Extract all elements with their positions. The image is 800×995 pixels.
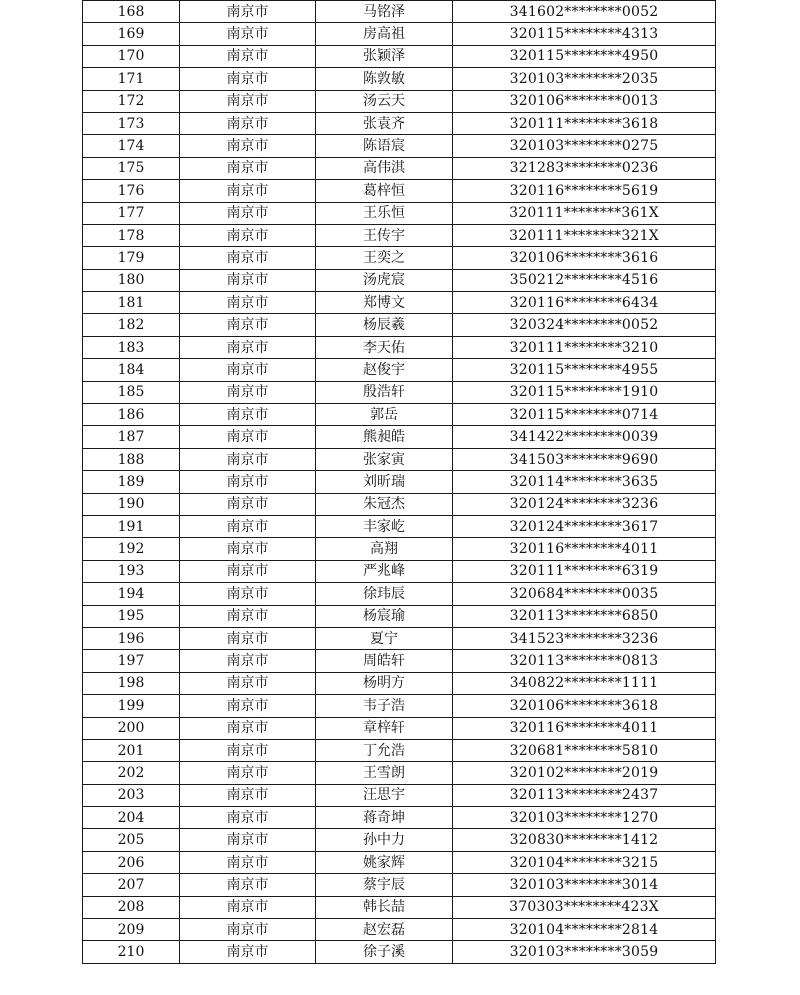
city-cell: 南京市 bbox=[180, 448, 316, 470]
id-number-cell: 320114********3635 bbox=[453, 471, 716, 493]
table-row bbox=[83, 359, 716, 381]
id-number-cell: 320103********0275 bbox=[453, 135, 716, 157]
id-number-cell: 341503********9690 bbox=[453, 448, 716, 470]
name-cell: 韩长喆 bbox=[316, 896, 453, 918]
table-row bbox=[83, 426, 716, 448]
id-number-cell: 341523********3236 bbox=[453, 627, 716, 649]
table-row bbox=[83, 224, 716, 246]
name-cell: 夏宁 bbox=[316, 627, 453, 649]
id-number-cell: 320113********2437 bbox=[453, 784, 716, 806]
table-row bbox=[83, 292, 716, 314]
table-row bbox=[83, 404, 716, 426]
id-number-cell: 320103********3059 bbox=[453, 941, 716, 963]
name-cell: 严兆峰 bbox=[316, 560, 453, 582]
city-cell: 南京市 bbox=[180, 717, 316, 739]
table-row bbox=[83, 851, 716, 873]
row-number-cell: 170 bbox=[83, 45, 180, 67]
name-cell: 杨明方 bbox=[316, 672, 453, 694]
row-number-cell: 193 bbox=[83, 560, 180, 582]
name-cell: 汪思宇 bbox=[316, 784, 453, 806]
name-cell: 高翔 bbox=[316, 538, 453, 560]
id-number-cell: 320113********6850 bbox=[453, 605, 716, 627]
city-cell: 南京市 bbox=[180, 224, 316, 246]
row-number-cell: 181 bbox=[83, 292, 180, 314]
city-cell: 南京市 bbox=[180, 45, 316, 67]
table-row bbox=[83, 829, 716, 851]
name-cell: 陈敦敏 bbox=[316, 68, 453, 90]
row-number-cell: 198 bbox=[83, 672, 180, 694]
table-row bbox=[83, 695, 716, 717]
row-number-cell: 176 bbox=[83, 180, 180, 202]
table-row bbox=[83, 45, 716, 67]
city-cell: 南京市 bbox=[180, 739, 316, 761]
table-row bbox=[83, 627, 716, 649]
roster-table bbox=[82, 0, 716, 964]
city-cell: 南京市 bbox=[180, 292, 316, 314]
row-number-cell: 202 bbox=[83, 762, 180, 784]
name-cell: 赵俊宇 bbox=[316, 359, 453, 381]
row-number-cell: 171 bbox=[83, 68, 180, 90]
name-cell: 韦子浩 bbox=[316, 695, 453, 717]
id-number-cell: 320111********3210 bbox=[453, 336, 716, 358]
id-number-cell: 320124********3617 bbox=[453, 515, 716, 537]
table-row bbox=[83, 605, 716, 627]
city-cell: 南京市 bbox=[180, 807, 316, 829]
row-number-cell: 195 bbox=[83, 605, 180, 627]
name-cell: 赵宏磊 bbox=[316, 919, 453, 941]
table-row bbox=[83, 493, 716, 515]
name-cell: 蔡宇辰 bbox=[316, 874, 453, 896]
row-number-cell: 201 bbox=[83, 739, 180, 761]
city-cell: 南京市 bbox=[180, 560, 316, 582]
id-number-cell: 340822********1111 bbox=[453, 672, 716, 694]
city-cell: 南京市 bbox=[180, 829, 316, 851]
row-number-cell: 180 bbox=[83, 269, 180, 291]
table-row bbox=[83, 874, 716, 896]
row-number-cell: 177 bbox=[83, 202, 180, 224]
name-cell: 杨辰羲 bbox=[316, 314, 453, 336]
row-number-cell: 174 bbox=[83, 135, 180, 157]
city-cell: 南京市 bbox=[180, 650, 316, 672]
name-cell: 孙中力 bbox=[316, 829, 453, 851]
name-cell: 王雪朗 bbox=[316, 762, 453, 784]
id-number-cell: 320106********3618 bbox=[453, 695, 716, 717]
name-cell: 张家寅 bbox=[316, 448, 453, 470]
table-row bbox=[83, 739, 716, 761]
row-number-cell: 192 bbox=[83, 538, 180, 560]
table-row bbox=[83, 919, 716, 941]
row-number-cell: 189 bbox=[83, 471, 180, 493]
id-number-cell: 320115********4950 bbox=[453, 45, 716, 67]
city-cell: 南京市 bbox=[180, 695, 316, 717]
row-number-cell: 179 bbox=[83, 247, 180, 269]
city-cell: 南京市 bbox=[180, 202, 316, 224]
row-number-cell: 190 bbox=[83, 493, 180, 515]
table-row bbox=[83, 269, 716, 291]
table-row bbox=[83, 538, 716, 560]
row-number-cell: 172 bbox=[83, 90, 180, 112]
name-cell: 殷浩轩 bbox=[316, 381, 453, 403]
table-row bbox=[83, 157, 716, 179]
city-cell: 南京市 bbox=[180, 135, 316, 157]
row-number-cell: 169 bbox=[83, 23, 180, 45]
id-number-cell: 320115********4955 bbox=[453, 359, 716, 381]
row-number-cell: 185 bbox=[83, 381, 180, 403]
name-cell: 徐子溪 bbox=[316, 941, 453, 963]
name-cell: 郭岳 bbox=[316, 404, 453, 426]
city-cell: 南京市 bbox=[180, 90, 316, 112]
table-row bbox=[83, 180, 716, 202]
id-number-cell: 320103********3014 bbox=[453, 874, 716, 896]
city-cell: 南京市 bbox=[180, 471, 316, 493]
city-cell: 南京市 bbox=[180, 336, 316, 358]
row-number-cell: 209 bbox=[83, 919, 180, 941]
row-number-cell: 175 bbox=[83, 157, 180, 179]
name-cell: 张颖泽 bbox=[316, 45, 453, 67]
roster-table-body bbox=[83, 1, 716, 964]
name-cell: 章梓轩 bbox=[316, 717, 453, 739]
city-cell: 南京市 bbox=[180, 762, 316, 784]
row-number-cell: 199 bbox=[83, 695, 180, 717]
table-row bbox=[83, 784, 716, 806]
row-number-cell: 200 bbox=[83, 717, 180, 739]
city-cell: 南京市 bbox=[180, 896, 316, 918]
name-cell: 丰家屹 bbox=[316, 515, 453, 537]
city-cell: 南京市 bbox=[180, 784, 316, 806]
city-cell: 南京市 bbox=[180, 851, 316, 873]
id-number-cell: 320104********3215 bbox=[453, 851, 716, 873]
city-cell: 南京市 bbox=[180, 426, 316, 448]
city-cell: 南京市 bbox=[180, 538, 316, 560]
table-row bbox=[83, 68, 716, 90]
id-number-cell: 320324********0052 bbox=[453, 314, 716, 336]
id-number-cell: 320106********3616 bbox=[453, 247, 716, 269]
table-row bbox=[83, 941, 716, 963]
table-row bbox=[83, 23, 716, 45]
name-cell: 蒋奇坤 bbox=[316, 807, 453, 829]
table-row bbox=[83, 448, 716, 470]
city-cell: 南京市 bbox=[180, 515, 316, 537]
row-number-cell: 184 bbox=[83, 359, 180, 381]
table-row bbox=[83, 650, 716, 672]
table-row bbox=[83, 515, 716, 537]
table-row bbox=[83, 560, 716, 582]
id-number-cell: 320113********0813 bbox=[453, 650, 716, 672]
city-cell: 南京市 bbox=[180, 269, 316, 291]
row-number-cell: 182 bbox=[83, 314, 180, 336]
row-number-cell: 173 bbox=[83, 112, 180, 134]
id-number-cell: 320103********2035 bbox=[453, 68, 716, 90]
row-number-cell: 206 bbox=[83, 851, 180, 873]
document-page bbox=[82, 0, 715, 964]
name-cell: 马铭泽 bbox=[316, 1, 453, 23]
city-cell: 南京市 bbox=[180, 247, 316, 269]
table-row bbox=[83, 583, 716, 605]
table-row bbox=[83, 471, 716, 493]
id-number-cell: 320102********2019 bbox=[453, 762, 716, 784]
row-number-cell: 204 bbox=[83, 807, 180, 829]
row-number-cell: 197 bbox=[83, 650, 180, 672]
id-number-cell: 320684********0035 bbox=[453, 583, 716, 605]
row-number-cell: 183 bbox=[83, 336, 180, 358]
table-row bbox=[83, 381, 716, 403]
row-number-cell: 208 bbox=[83, 896, 180, 918]
id-number-cell: 320681********5810 bbox=[453, 739, 716, 761]
row-number-cell: 191 bbox=[83, 515, 180, 537]
id-number-cell: 320116********6434 bbox=[453, 292, 716, 314]
row-number-cell: 168 bbox=[83, 1, 180, 23]
city-cell: 南京市 bbox=[180, 919, 316, 941]
name-cell: 汤云天 bbox=[316, 90, 453, 112]
city-cell: 南京市 bbox=[180, 359, 316, 381]
id-number-cell: 320116********4011 bbox=[453, 717, 716, 739]
name-cell: 丁允浩 bbox=[316, 739, 453, 761]
city-cell: 南京市 bbox=[180, 583, 316, 605]
city-cell: 南京市 bbox=[180, 605, 316, 627]
row-number-cell: 187 bbox=[83, 426, 180, 448]
table-row bbox=[83, 135, 716, 157]
id-number-cell: 320106********0013 bbox=[453, 90, 716, 112]
city-cell: 南京市 bbox=[180, 627, 316, 649]
name-cell: 葛梓恒 bbox=[316, 180, 453, 202]
id-number-cell: 320111********321X bbox=[453, 224, 716, 246]
name-cell: 杨宸瑜 bbox=[316, 605, 453, 627]
city-cell: 南京市 bbox=[180, 1, 316, 23]
name-cell: 王乐恒 bbox=[316, 202, 453, 224]
table-row bbox=[83, 314, 716, 336]
row-number-cell: 196 bbox=[83, 627, 180, 649]
id-number-cell: 341602********0052 bbox=[453, 1, 716, 23]
name-cell: 汤虎宸 bbox=[316, 269, 453, 291]
city-cell: 南京市 bbox=[180, 180, 316, 202]
city-cell: 南京市 bbox=[180, 874, 316, 896]
row-number-cell: 178 bbox=[83, 224, 180, 246]
city-cell: 南京市 bbox=[180, 23, 316, 45]
id-number-cell: 320116********5619 bbox=[453, 180, 716, 202]
city-cell: 南京市 bbox=[180, 493, 316, 515]
id-number-cell: 321283********0236 bbox=[453, 157, 716, 179]
row-number-cell: 188 bbox=[83, 448, 180, 470]
name-cell: 李天佑 bbox=[316, 336, 453, 358]
id-number-cell: 320103********1270 bbox=[453, 807, 716, 829]
id-number-cell: 341422********0039 bbox=[453, 426, 716, 448]
id-number-cell: 320115********0714 bbox=[453, 404, 716, 426]
name-cell: 张袁齐 bbox=[316, 112, 453, 134]
id-number-cell: 320111********6319 bbox=[453, 560, 716, 582]
name-cell: 陈语宸 bbox=[316, 135, 453, 157]
row-number-cell: 186 bbox=[83, 404, 180, 426]
city-cell: 南京市 bbox=[180, 381, 316, 403]
name-cell: 刘昕瑞 bbox=[316, 471, 453, 493]
table-row bbox=[83, 807, 716, 829]
city-cell: 南京市 bbox=[180, 314, 316, 336]
table-row bbox=[83, 672, 716, 694]
table-row bbox=[83, 90, 716, 112]
city-cell: 南京市 bbox=[180, 68, 316, 90]
table-row bbox=[83, 202, 716, 224]
city-cell: 南京市 bbox=[180, 112, 316, 134]
city-cell: 南京市 bbox=[180, 404, 316, 426]
table-row bbox=[83, 762, 716, 784]
name-cell: 高伟淇 bbox=[316, 157, 453, 179]
id-number-cell: 320116********4011 bbox=[453, 538, 716, 560]
name-cell: 周皓轩 bbox=[316, 650, 453, 672]
name-cell: 房高祖 bbox=[316, 23, 453, 45]
table-row bbox=[83, 717, 716, 739]
id-number-cell: 320124********3236 bbox=[453, 493, 716, 515]
table-row bbox=[83, 247, 716, 269]
table-row bbox=[83, 896, 716, 918]
id-number-cell: 370303********423X bbox=[453, 896, 716, 918]
id-number-cell: 320111********3618 bbox=[453, 112, 716, 134]
id-number-cell: 320104********2814 bbox=[453, 919, 716, 941]
id-number-cell: 320115********1910 bbox=[453, 381, 716, 403]
name-cell: 王奕之 bbox=[316, 247, 453, 269]
row-number-cell: 207 bbox=[83, 874, 180, 896]
city-cell: 南京市 bbox=[180, 157, 316, 179]
name-cell: 王传宇 bbox=[316, 224, 453, 246]
name-cell: 郑博文 bbox=[316, 292, 453, 314]
id-number-cell: 350212********4516 bbox=[453, 269, 716, 291]
name-cell: 姚家辉 bbox=[316, 851, 453, 873]
row-number-cell: 210 bbox=[83, 941, 180, 963]
id-number-cell: 320830********1412 bbox=[453, 829, 716, 851]
row-number-cell: 205 bbox=[83, 829, 180, 851]
id-number-cell: 320111********361X bbox=[453, 202, 716, 224]
city-cell: 南京市 bbox=[180, 941, 316, 963]
name-cell: 徐玮辰 bbox=[316, 583, 453, 605]
name-cell: 朱冠杰 bbox=[316, 493, 453, 515]
id-number-cell: 320115********4313 bbox=[453, 23, 716, 45]
row-number-cell: 194 bbox=[83, 583, 180, 605]
name-cell: 熊昶皓 bbox=[316, 426, 453, 448]
row-number-cell: 203 bbox=[83, 784, 180, 806]
table-row bbox=[83, 1, 716, 23]
table-row bbox=[83, 336, 716, 358]
city-cell: 南京市 bbox=[180, 672, 316, 694]
table-row bbox=[83, 112, 716, 134]
